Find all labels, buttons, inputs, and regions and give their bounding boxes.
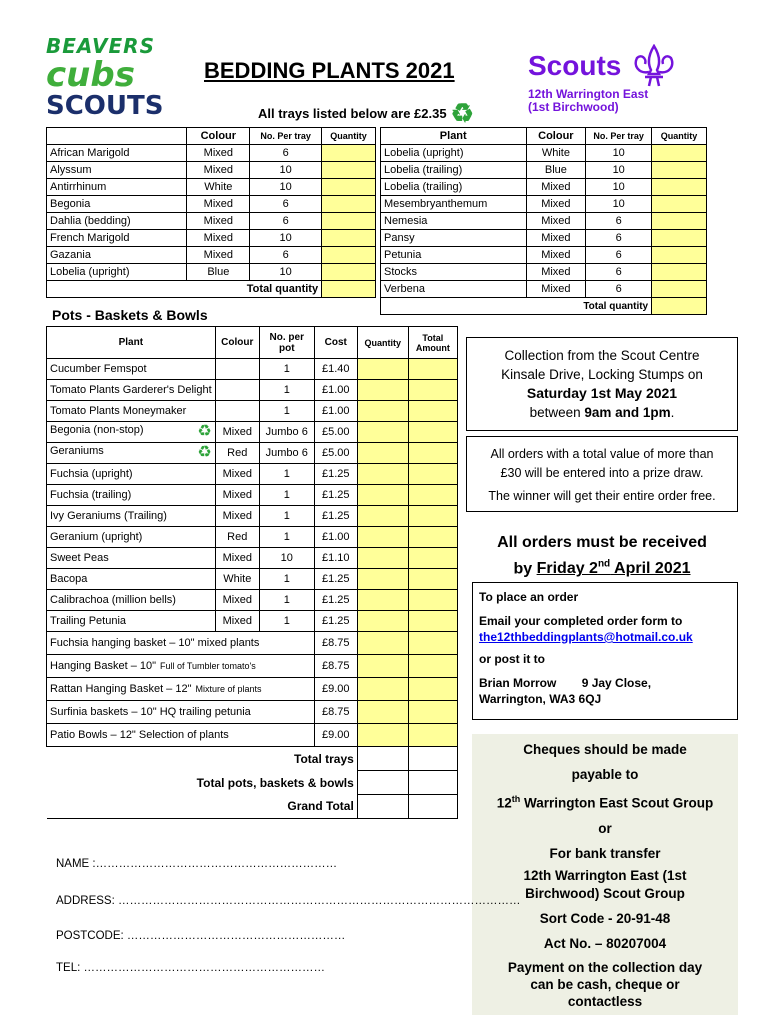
pot-per-pot: 1 (259, 527, 314, 548)
scouts-wordmark: Scouts (528, 50, 622, 81)
quantity-input[interactable] (322, 179, 376, 196)
plant-name: African Marigold (47, 145, 187, 162)
quantity-input[interactable] (652, 264, 707, 281)
quantity-input[interactable] (652, 179, 707, 196)
plant-per-tray: 6 (250, 145, 322, 162)
payment-line12: contactless (567, 993, 643, 1009)
plant-per-tray: 10 (586, 162, 652, 179)
plant-name: Gazania (47, 247, 187, 264)
table-row (47, 230, 376, 247)
plant-name: Antirrhinum (47, 179, 187, 196)
plant-per-tray: 10 (250, 264, 322, 281)
pot-per-pot: 1 (259, 506, 314, 527)
pot-plant-name: Bacopa (47, 569, 216, 590)
total-quantity-input-right[interactable] (652, 298, 707, 315)
pot-per-pot: 10 (259, 548, 314, 569)
plant-name: Lobelia (trailing) (381, 162, 527, 179)
order-contact-street: 9 Jay Close, (581, 676, 652, 690)
pot-colour: Mixed (215, 464, 259, 485)
pot-plant-name: Tomato Plants Moneymaker (47, 401, 216, 422)
prize-draw-box (466, 436, 738, 512)
quantity-input[interactable] (357, 359, 408, 380)
pot-colour: Mixed (215, 611, 259, 632)
pot-cost: £1.25 (314, 611, 357, 632)
grand-total-amount[interactable] (408, 795, 457, 819)
total-amount-input[interactable] (408, 590, 457, 611)
pot-plant-name: Tomato Plants Garderer's Delight (47, 380, 216, 401)
pot-cost: £1.25 (314, 464, 357, 485)
quantity-input[interactable] (652, 213, 707, 230)
total-pots-amount[interactable] (408, 771, 457, 795)
trays-table-left (46, 127, 376, 298)
order-heading: To place an order (479, 590, 579, 604)
quantity-input[interactable] (357, 443, 408, 464)
table-row (47, 247, 376, 264)
payment-sort-code: Sort Code - 20-91-48 (539, 910, 671, 926)
quantity-input[interactable] (357, 422, 408, 443)
total-amount-input[interactable] (408, 443, 457, 464)
table-row (47, 527, 458, 548)
quantity-input[interactable] (357, 655, 408, 678)
plant-per-tray: 10 (586, 196, 652, 213)
table-row (47, 724, 458, 747)
pot-per-pot: 1 (259, 569, 314, 590)
table-row (47, 179, 376, 196)
basket-cost: £8.75 (314, 701, 357, 724)
quantity-input[interactable] (357, 464, 408, 485)
payment-account-number: Act No. – 80207004 (543, 935, 667, 951)
table-row (381, 247, 707, 264)
order-email-label: Email your completed order form to (479, 614, 683, 628)
quantity-input[interactable] (357, 678, 408, 701)
total-quantity-input-left[interactable] (322, 281, 376, 298)
collection-line1: Collection from the Scout Centre (504, 348, 700, 363)
table-row (47, 401, 458, 422)
payment-info-box (472, 734, 738, 1015)
table-row (47, 145, 376, 162)
plant-per-tray: 10 (586, 179, 652, 196)
collection-time-line: between 9am and 1pm. (529, 405, 675, 420)
pot-cost: £1.40 (314, 359, 357, 380)
collection-info-box (466, 337, 738, 431)
basket-note: Full of Tumbler tomato's (160, 661, 256, 671)
total-amount-input[interactable] (408, 678, 457, 701)
table-row (47, 701, 458, 724)
payment-line11: can be cash, cheque or (530, 976, 680, 992)
total-amount-input[interactable] (408, 527, 457, 548)
table-row (47, 196, 376, 213)
quantity-input[interactable] (357, 401, 408, 422)
plant-per-tray: 6 (586, 213, 652, 230)
plant-colour: Mixed (526, 196, 586, 213)
pot-plant-name: Calibrachoa (million bells) (47, 590, 216, 611)
order-contact-box (472, 582, 738, 720)
quantity-input[interactable] (652, 196, 707, 213)
recycle-icon: ♻ (197, 444, 212, 461)
total-trays-amount[interactable] (408, 747, 457, 771)
quantity-input[interactable] (357, 724, 408, 747)
quantity-input[interactable] (652, 230, 707, 247)
pot-per-pot: Jumbo 6 (259, 443, 314, 464)
quantity-input[interactable] (652, 281, 707, 298)
pot-colour: Red (215, 527, 259, 548)
quantity-input[interactable] (322, 230, 376, 247)
pot-plant-name: Begonia (non-stop) ♻ (47, 422, 216, 443)
plant-per-tray: 6 (250, 247, 322, 264)
plant-colour: Mixed (526, 247, 586, 264)
payment-line10: Payment on the collection day (507, 959, 703, 975)
order-contact-name: Brian Morrow (479, 676, 557, 690)
grand-total-quantity[interactable] (357, 795, 408, 819)
pot-cost: £1.25 (314, 506, 357, 527)
pots-header-colour: Colour (215, 327, 259, 359)
quantity-input[interactable] (322, 162, 376, 179)
address-field[interactable]: ADDRESS: …………………………………………………………………………………………… (56, 895, 521, 907)
basket-name: Hanging Basket – 10" Full of Tumbler tomato's (47, 655, 315, 678)
table-row (47, 380, 458, 401)
quantity-input[interactable] (357, 506, 408, 527)
pot-colour: Mixed (215, 506, 259, 527)
table-row (47, 548, 458, 569)
table-row (381, 264, 707, 281)
total-quantity-label-left: Total quantity (47, 281, 322, 298)
table-row (381, 213, 707, 230)
name-field[interactable]: NAME :……………………………………………………… (56, 858, 338, 870)
pot-cost: £5.00 (314, 422, 357, 443)
plant-colour: Mixed (187, 145, 250, 162)
basket-cost: £8.75 (314, 655, 357, 678)
table-row (381, 179, 707, 196)
plant-name: Lobelia (upright) (381, 145, 527, 162)
quantity-input[interactable] (357, 548, 408, 569)
pot-per-pot: 1 (259, 464, 314, 485)
pot-colour: Mixed (215, 422, 259, 443)
pot-cost: £1.00 (314, 380, 357, 401)
table-row (47, 162, 376, 179)
pot-colour: Mixed (215, 548, 259, 569)
header-colour-right: Colour (526, 128, 586, 145)
pots-header-plant: Plant (47, 327, 216, 359)
plant-name: Mesembryanthemum (381, 196, 527, 213)
plant-per-tray: 6 (586, 230, 652, 247)
plant-per-tray: 10 (250, 230, 322, 247)
plant-per-tray: 6 (586, 264, 652, 281)
plant-name: Alyssum (47, 162, 187, 179)
plant-name: Dahlia (bedding) (47, 213, 187, 230)
payment-line4: or (598, 820, 612, 836)
plant-per-tray: 6 (250, 196, 322, 213)
quantity-input[interactable] (322, 213, 376, 230)
collection-date: Saturday 1st May 2021 (526, 385, 678, 401)
logo-beavers: BEAVERS (46, 34, 155, 58)
pot-cost: £1.00 (314, 527, 357, 548)
plant-per-tray: 6 (586, 281, 652, 298)
pot-plant-name: Geranium (upright) (47, 527, 216, 548)
order-email-link[interactable]: the12thbeddingplants@hotmail.co.uk (479, 630, 693, 644)
quantity-input[interactable] (357, 485, 408, 506)
table-row (381, 162, 707, 179)
order-post-label: or post it to (479, 652, 545, 666)
table-row (47, 655, 458, 678)
payment-line2: payable to (571, 767, 639, 782)
plant-per-tray: 10 (250, 162, 322, 179)
trays-table-right (380, 127, 707, 315)
plant-name: Petunia (381, 247, 527, 264)
quantity-input[interactable] (357, 380, 408, 401)
table-row (381, 145, 707, 162)
pots-section-title: Pots - Baskets & Bowls (52, 307, 208, 323)
quantity-input[interactable] (652, 145, 707, 162)
logo-cubs: cubs (46, 55, 135, 95)
quantity-input[interactable] (357, 701, 408, 724)
basket-name: Fuchsia hanging basket – 10" mixed plants (47, 632, 315, 655)
table-row (381, 196, 707, 213)
table-row (47, 443, 458, 464)
pot-plant-name: Trailing Petunia (47, 611, 216, 632)
basket-cost: £9.00 (314, 678, 357, 701)
quantity-input[interactable] (357, 569, 408, 590)
pot-cost: £1.25 (314, 590, 357, 611)
prize-line3: The winner will get their entire order free. (488, 489, 716, 503)
pot-colour: White (215, 569, 259, 590)
pot-cost: £1.10 (314, 548, 357, 569)
table-row (47, 213, 376, 230)
deadline-line1: All orders must be received (497, 534, 707, 551)
payment-line1: Cheques should be made (523, 742, 687, 757)
deadline-date: Friday 2 (536, 560, 598, 578)
quantity-input[interactable] (357, 611, 408, 632)
pot-colour: Mixed (215, 590, 259, 611)
total-amount-input[interactable] (408, 422, 457, 443)
collection-line2: Kinsale Drive, Locking Stumps on (501, 367, 703, 382)
pot-colour (215, 380, 259, 401)
grand-total-label: Grand Total (47, 795, 358, 819)
header-per-tray-right: No. Per tray (586, 128, 652, 145)
quantity-input[interactable] (652, 247, 707, 264)
header-colour: Colour (187, 128, 250, 145)
table-row (47, 632, 458, 655)
plant-name: Lobelia (upright) (47, 264, 187, 281)
pot-colour: Red (215, 443, 259, 464)
order-address-line2: Warrington, WA3 6QJ (479, 692, 602, 706)
pot-cost: £1.25 (314, 485, 357, 506)
pot-plant-name: Sweet Peas (47, 548, 216, 569)
plant-colour: Mixed (526, 213, 586, 230)
pots-header-per-pot: No. per pot (259, 327, 314, 359)
basket-name: Patio Bowls – 12" Selection of plants (47, 724, 315, 747)
payment-line5: For bank transfer (549, 845, 661, 861)
plant-colour: Mixed (187, 162, 250, 179)
pot-plant-name: Ivy Geraniums (Trailing) (47, 506, 216, 527)
logo-scouts: SCOUTS (46, 91, 164, 121)
total-amount-input[interactable] (408, 401, 457, 422)
scouts-group-line2: (1st Birchwood) (528, 100, 619, 114)
header-plant (47, 128, 187, 145)
quantity-input[interactable] (652, 162, 707, 179)
fleur-de-lis-icon (629, 44, 679, 88)
total-amount-input[interactable] (408, 464, 457, 485)
basket-note: Mixture of plants (195, 684, 262, 694)
table-row (47, 678, 458, 701)
pots-header-quantity: Quantity (357, 327, 408, 359)
quantity-input[interactable] (357, 590, 408, 611)
pot-per-pot: 1 (259, 590, 314, 611)
pot-plant-name: Cucumber Femspot (47, 359, 216, 380)
total-amount-input[interactable] (408, 701, 457, 724)
plant-name: Pansy (381, 230, 527, 247)
plant-per-tray: 6 (250, 213, 322, 230)
order-address-line1 (479, 675, 731, 691)
total-amount-input[interactable] (408, 380, 457, 401)
plant-colour: Mixed (526, 179, 586, 196)
plant-colour: Mixed (526, 281, 586, 298)
plant-colour: Mixed (187, 247, 250, 264)
collection-time: 9am and 1pm (584, 405, 671, 420)
trays-price-note (258, 98, 474, 128)
quantity-input[interactable] (357, 527, 408, 548)
plant-per-tray: 10 (586, 145, 652, 162)
prize-line2: £30 will be entered into a prize draw. (500, 466, 704, 480)
total-amount-input[interactable] (408, 359, 457, 380)
total-amount-input[interactable] (408, 611, 457, 632)
plant-colour: Mixed (187, 230, 250, 247)
total-amount-input[interactable] (408, 485, 457, 506)
plant-name: French Marigold (47, 230, 187, 247)
pots-header-total: Total Amount (408, 327, 457, 359)
table-row (47, 569, 458, 590)
total-pots-quantity[interactable] (357, 771, 408, 795)
plant-per-tray: 6 (586, 247, 652, 264)
pot-plant-name: Fuchsia (trailing) (47, 485, 216, 506)
postcode-field[interactable]: POSTCODE: ………………………………………………… (56, 930, 346, 942)
pots-table (46, 326, 458, 819)
basket-name: Surfinia baskets – 10" HQ trailing petunia (47, 701, 315, 724)
pot-per-pot: 1 (259, 485, 314, 506)
total-amount-input[interactable] (408, 655, 457, 678)
basket-cost: £9.00 (314, 724, 357, 747)
plant-colour: Mixed (526, 264, 586, 281)
quantity-input[interactable] (322, 264, 376, 281)
tel-field[interactable]: TEL: ……………………………………………………… (56, 962, 325, 974)
pot-per-pot: 1 (259, 401, 314, 422)
total-amount-input[interactable] (408, 506, 457, 527)
quantity-input[interactable] (322, 247, 376, 264)
table-row (47, 264, 376, 281)
trays-price-text: All trays listed below are £2.35 (258, 105, 447, 121)
basket-name: Rattan Hanging Basket – 12" Mixture of plants (47, 678, 315, 701)
pot-cost: £5.00 (314, 443, 357, 464)
plant-name: Nemesia (381, 213, 527, 230)
pot-per-pot: 1 (259, 611, 314, 632)
table-row (381, 281, 707, 298)
total-amount-input[interactable] (408, 569, 457, 590)
plant-colour: White (187, 179, 250, 196)
table-row (47, 464, 458, 485)
payment-line7: Birchwood) Scout Group (525, 885, 685, 901)
pot-plant-name: Geraniums ♻ (47, 443, 216, 464)
plant-name: Verbena (381, 281, 527, 298)
total-amount-input[interactable] (408, 632, 457, 655)
table-row (381, 230, 707, 247)
plant-name: Lobelia (trailing) (381, 179, 527, 196)
table-row (47, 485, 458, 506)
table-row (47, 422, 458, 443)
pot-colour: Mixed (215, 485, 259, 506)
basket-cost: £8.75 (314, 632, 357, 655)
total-trays-quantity[interactable] (357, 747, 408, 771)
payment-line6: 12th Warrington East (1st (523, 867, 687, 883)
header-plant-right: Plant (381, 128, 527, 145)
table-row (47, 590, 458, 611)
total-pots-label: Total pots, baskets & bowls (47, 771, 358, 795)
total-quantity-label-right: Total quantity (381, 298, 652, 315)
plant-per-tray: 10 (250, 179, 322, 196)
pot-colour (215, 359, 259, 380)
recycle-icon: ♻ (197, 423, 212, 440)
beavers-cubs-scouts-logo (46, 34, 191, 120)
plant-name: Begonia (47, 196, 187, 213)
header-quantity-right: Quantity (652, 128, 707, 145)
quantity-input[interactable] (357, 632, 408, 655)
scouts-logo (528, 44, 718, 114)
table-row (47, 611, 458, 632)
quantity-input[interactable] (322, 196, 376, 213)
header-per-tray: No. Per tray (250, 128, 322, 145)
table-row (47, 359, 458, 380)
pot-cost: £1.25 (314, 569, 357, 590)
page-title: BEDDING PLANTS 2021 (204, 58, 455, 83)
prize-line1: All orders with a total value of more than (490, 447, 714, 461)
total-amount-input[interactable] (408, 724, 457, 747)
table-row (47, 506, 458, 527)
header-quantity: Quantity (322, 128, 376, 145)
quantity-input[interactable] (322, 145, 376, 162)
pot-colour (215, 401, 259, 422)
pot-per-pot: 1 (259, 380, 314, 401)
plant-colour: Blue (526, 162, 586, 179)
plant-colour: White (526, 145, 586, 162)
plant-colour: Mixed (526, 230, 586, 247)
plant-colour: Mixed (187, 213, 250, 230)
scouts-group-line1: 12th Warrington East (528, 87, 649, 101)
order-deadline (466, 532, 738, 580)
pot-per-pot: 1 (259, 359, 314, 380)
recycle-icon: ♻ (450, 98, 474, 128)
pot-plant-name: Fuchsia (upright) (47, 464, 216, 485)
total-trays-label: Total trays (47, 747, 358, 771)
plant-name: Stocks (381, 264, 527, 281)
pots-header-cost: Cost (314, 327, 357, 359)
payment-line3: 12th Warrington East Scout Group (496, 794, 714, 811)
pot-per-pot: Jumbo 6 (259, 422, 314, 443)
plant-colour: Blue (187, 264, 250, 281)
pot-cost: £1.00 (314, 401, 357, 422)
total-amount-input[interactable] (408, 548, 457, 569)
plant-colour: Mixed (187, 196, 250, 213)
deadline-line2: by Friday 2nd April 2021 (513, 559, 691, 578)
